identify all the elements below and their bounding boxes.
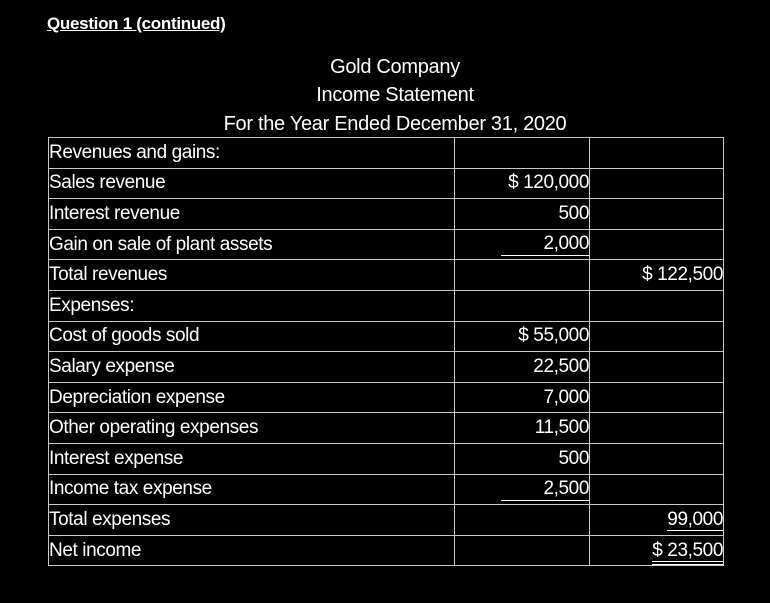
expense-label: Depreciation expense xyxy=(49,382,455,413)
revenue-amount: $ 120,000 xyxy=(455,168,590,199)
statement-name: Income Statement xyxy=(316,84,474,106)
expense-label: Interest expense xyxy=(49,443,455,474)
table-row xyxy=(49,229,724,260)
revenues-header: Revenues and gains: xyxy=(49,138,455,169)
total-expenses-amount: 99,000 xyxy=(667,508,723,530)
table-row xyxy=(49,290,724,321)
revenue-amount: 2,000 xyxy=(501,233,589,256)
expense-label: Cost of goods sold xyxy=(49,321,455,352)
expense-label: Other operating expenses xyxy=(49,413,455,444)
company-name: Gold Company xyxy=(330,56,460,78)
expense-amount: 22,500 xyxy=(455,352,590,383)
table-row xyxy=(49,168,724,199)
table-row xyxy=(49,138,724,169)
revenue-label: Interest revenue xyxy=(49,199,455,230)
expenses-header: Expenses: xyxy=(49,290,455,321)
table-row xyxy=(49,413,724,444)
table-row xyxy=(49,199,724,230)
question-heading: Question 1 (continued) xyxy=(47,14,226,33)
revenue-label: Gain on sale of plant assets xyxy=(49,229,455,260)
table-row xyxy=(49,352,724,383)
table-row xyxy=(49,474,724,505)
table-row xyxy=(49,321,724,352)
expense-amount: $ 55,000 xyxy=(455,321,590,352)
total-expenses-label: Total expenses xyxy=(49,505,455,536)
table-row xyxy=(49,443,724,474)
total-revenues-label: Total revenues xyxy=(49,260,455,291)
expense-label: Salary expense xyxy=(49,352,455,383)
total-revenues-amount: $ 122,500 xyxy=(590,260,724,291)
table-row xyxy=(49,382,724,413)
expense-amount: 500 xyxy=(455,443,590,474)
table-row xyxy=(49,505,724,536)
net-income-label: Net income xyxy=(49,535,455,566)
net-income-amount: $ 23,500 xyxy=(652,540,723,565)
table-row xyxy=(49,260,724,291)
income-statement-table xyxy=(48,137,724,566)
expense-amount: 11,500 xyxy=(455,413,590,444)
revenue-amount: 500 xyxy=(455,199,590,230)
statement-period: For the Year Ended December 31, 2020 xyxy=(223,113,567,135)
table-row xyxy=(49,535,724,566)
expense-label: Income tax expense xyxy=(49,474,455,505)
revenue-label: Sales revenue xyxy=(49,168,455,199)
expense-amount: 7,000 xyxy=(455,382,590,413)
expense-amount: 2,500 xyxy=(501,478,589,501)
